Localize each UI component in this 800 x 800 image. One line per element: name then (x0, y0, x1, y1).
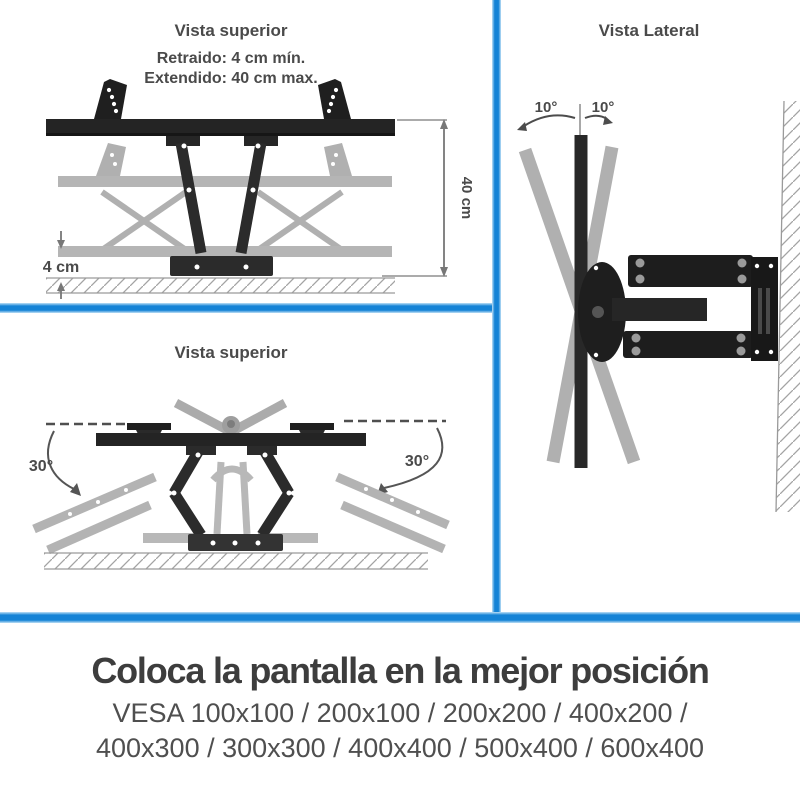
extension-diagram (0, 0, 492, 303)
divider-horizontal-left (0, 303, 492, 313)
angle-10-left-label: 10° (534, 99, 558, 116)
panel-title: Vista superior (174, 21, 288, 40)
dim-4cm-label: 4 cm (42, 259, 80, 276)
angle-10-right-label: 10° (591, 99, 615, 116)
lateral-diagram (501, 0, 800, 612)
panel-title: Vista Lateral (598, 21, 700, 40)
footer (0, 623, 800, 800)
vesa-sizes-line-2: 400x300 / 300x300 / 400x400 / 500x400 / 600x400 (95, 733, 704, 763)
wall-hatch (44, 553, 428, 569)
footer-headline: Coloca la pantalla en la mejor posición (91, 650, 709, 691)
panel-lateral-view (501, 0, 800, 612)
angle-30-right-label: 30° (404, 453, 430, 470)
tilt-angle-annotation (517, 99, 614, 140)
vesa-sizes-line-1: VESA 100x100 / 200x100 / 200x200 / 400x200 / (112, 698, 688, 728)
wall-hatch (46, 278, 395, 293)
panel-top-view-extension (0, 0, 492, 303)
swivel-angle-right (377, 428, 442, 495)
ghost-retracted-mount (58, 143, 392, 257)
articulating-arm (578, 255, 778, 362)
angle-30-left-label: 30° (28, 458, 54, 475)
panel-title: Vista superior (174, 343, 288, 362)
swivel-diagram (0, 313, 492, 612)
extended-spec-label: Extendido: 40 cm max. (144, 70, 318, 87)
retracted-spec-label: Retraido: 4 cm mín. (156, 50, 306, 67)
panel-top-view-swivel (0, 313, 492, 612)
divider-vertical (492, 0, 501, 621)
dimension-40cm (382, 119, 475, 277)
dim-40cm-label: 40 cm (458, 176, 475, 220)
divider-horizontal-full (0, 612, 800, 623)
wall-hatch (776, 101, 800, 512)
swivel-angle-left (29, 431, 81, 496)
